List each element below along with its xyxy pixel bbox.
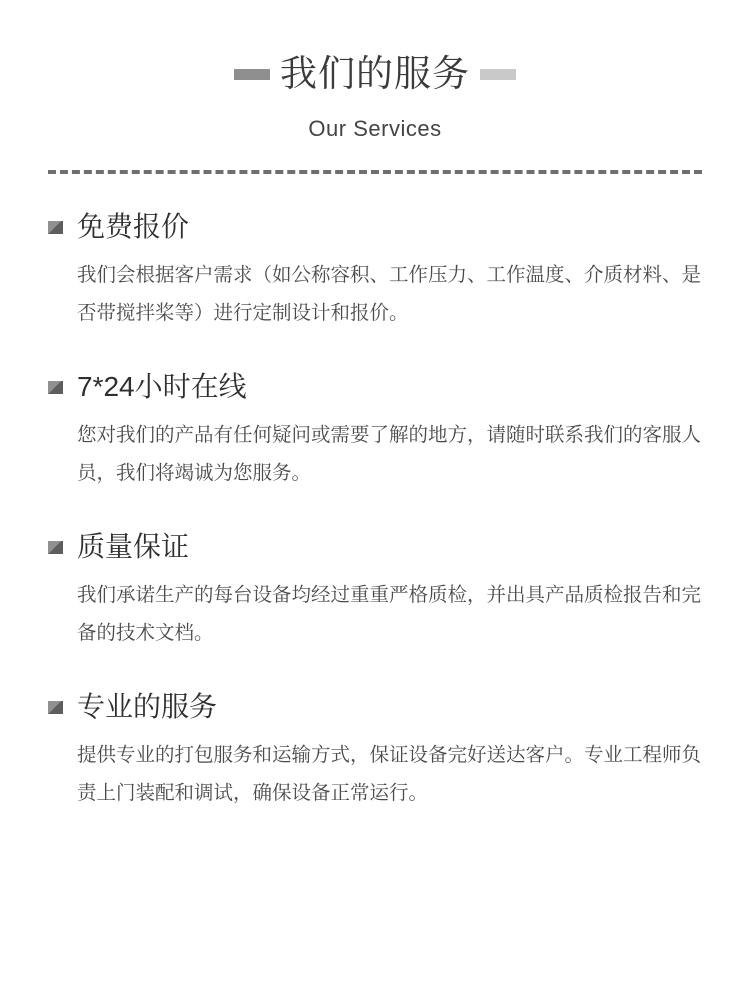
square-bullet-icon (48, 221, 63, 234)
square-bullet-icon (48, 701, 63, 714)
dashed-divider (48, 170, 702, 174)
service-title: 免费报价 (77, 211, 190, 242)
service-heading (48, 530, 702, 564)
decor-bar-right-icon (480, 69, 516, 80)
list-item (48, 210, 702, 332)
service-heading (48, 210, 702, 244)
service-title: 7*24小时在线 (77, 371, 247, 402)
service-body: 我们承诺生产的每台设备均经过重重严格质检，并出具产品质检报告和完备的技术文档。 (77, 584, 702, 644)
service-title: 质量保证 (77, 531, 190, 562)
service-title: 专业的服务 (77, 691, 218, 722)
page-title: 我们的服务 (280, 53, 470, 94)
decor-bar-left-icon (234, 69, 270, 80)
service-body: 您对我们的产品有任何疑问或需要了解的地方，请随时联系我们的客服人员，我们将竭诚为您服务。 (77, 424, 702, 484)
services-list (0, 210, 750, 812)
title-row (0, 52, 750, 96)
page-subtitle: Our Services (308, 116, 442, 141)
service-body: 我们会根据客户需求（如公称容积、工作压力、工作温度、介质材料、是否带搅拌桨等）进行定制设计和报价。 (77, 264, 702, 324)
square-bullet-icon (48, 541, 63, 554)
square-bullet-icon (48, 381, 63, 394)
list-item (48, 690, 702, 812)
service-heading (48, 690, 702, 724)
service-heading (48, 370, 702, 404)
list-item (48, 530, 702, 652)
service-body: 提供专业的打包服务和运输方式，保证设备完好送达客户。专业工程师负责上门装配和调试，确保设备正常运行。 (77, 744, 702, 804)
page-header (0, 0, 750, 174)
list-item (48, 370, 702, 492)
